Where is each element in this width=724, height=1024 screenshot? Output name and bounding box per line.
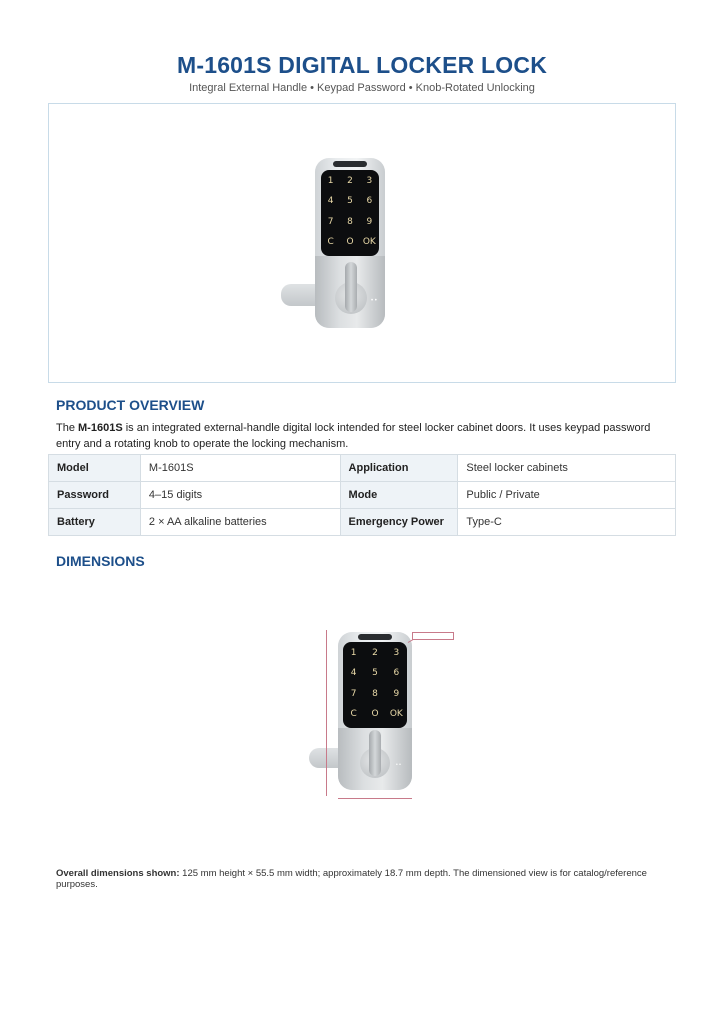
keypad-key: C (350, 709, 357, 720)
keypad-key[interactable]: 2 (347, 176, 353, 186)
keypad-key[interactable]: 5 (347, 196, 353, 207)
spec-label: Model (49, 455, 141, 482)
spec-label: Application (340, 455, 458, 482)
overview-heading: PRODUCT OVERVIEW (56, 397, 205, 413)
rotating-knob (369, 730, 381, 776)
keypad-key: 8 (372, 688, 378, 699)
keypad-key: 4 (350, 668, 357, 679)
depth-callout (412, 632, 454, 640)
keypad-key[interactable]: 7 (327, 216, 334, 227)
dimensions-summary: Overall dimensions shown: 125 mm height × 55.5 mm width; approximately 18.7 mm depth. The dimensioned view is for catalog/reference purposes. (56, 868, 647, 890)
width-dimension-line (338, 798, 412, 799)
rotating-knob[interactable] (345, 262, 357, 312)
card-slot (358, 634, 392, 640)
indicator-dots: • • (371, 298, 377, 304)
spec-value: Type-C (458, 509, 676, 536)
lock-bolt (309, 748, 339, 768)
spec-value: 2 × AA alkaline batteries (140, 509, 340, 536)
spec-row (49, 482, 676, 509)
dimensions-heading: DIMENSIONS (56, 553, 145, 569)
keypad-key: 9 (393, 688, 400, 699)
keypad-key[interactable]: 6 (366, 196, 373, 207)
keypad-key[interactable]: 1 (327, 176, 334, 186)
keypad-key[interactable]: O (346, 237, 354, 248)
keypad-key[interactable]: OK (362, 237, 376, 248)
card-slot (333, 161, 367, 167)
keypad-key: 3 (393, 648, 400, 658)
keypad-key[interactable]: 9 (366, 216, 373, 227)
spec-value: Public / Private (458, 482, 676, 509)
keypad-key: 5 (372, 668, 378, 679)
spec-table (48, 454, 676, 536)
indicator-dots: • • (396, 762, 401, 768)
spec-label: Password (49, 482, 141, 509)
lock-product-image (305, 158, 415, 338)
keypad-key: 2 (372, 648, 378, 658)
spec-label: Battery (49, 509, 141, 536)
overview-paragraph: The M-1601S is an integrated external-handle digital lock intended for steel locker cabinet doors. It uses keypad password entry and a rotating knob to operate the locking mechanism. (56, 422, 651, 450)
spec-value: 4–15 digits (140, 482, 340, 509)
keypad-key: O (371, 709, 379, 720)
keypad-key: 1 (350, 648, 357, 658)
hero-image-frame (48, 103, 676, 383)
keypad-key: OK (389, 709, 403, 720)
keypad-key: 7 (350, 688, 357, 699)
keypad-key[interactable]: C (327, 237, 334, 248)
spec-value: Steel locker cabinets (458, 455, 676, 482)
spec-row (49, 455, 676, 482)
keypad-key[interactable]: 3 (366, 176, 373, 186)
height-dimension-line (326, 630, 327, 796)
dimension-drawing (312, 630, 422, 810)
keypad-key[interactable]: 4 (327, 196, 334, 207)
lock-bolt (281, 284, 315, 306)
spec-label: Mode (340, 482, 458, 509)
spec-row (49, 509, 676, 536)
keypad-key[interactable]: 8 (347, 216, 353, 227)
spec-label: Emergency Power (340, 509, 458, 536)
spec-value: M-1601S (140, 455, 340, 482)
page-title: M-1601S DIGITAL LOCKER LOCK (176, 52, 548, 78)
page-subtitle: Integral External Handle • Keypad Password • Knob-Rotated Unlocking (189, 82, 535, 94)
keypad-key: 6 (393, 668, 400, 679)
model-name: M-1601S (78, 422, 123, 434)
